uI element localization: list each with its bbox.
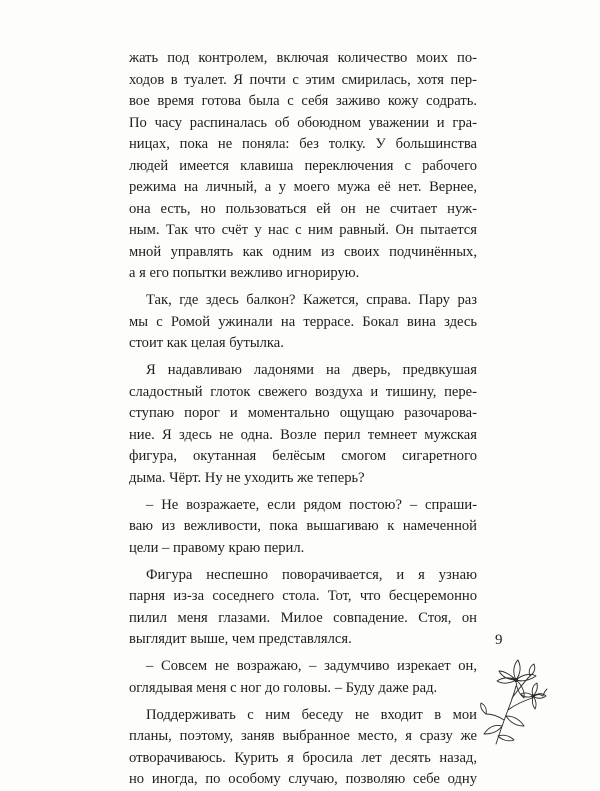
text-line: – Не возражаете, если рядом постою? – спраши- (146, 496, 477, 513)
text-line: ступаю порог и моментально ощущаю разочарова- (129, 405, 477, 422)
text-line: оглядывая меня с ног до головы. – Буду даже рад. (129, 679, 438, 696)
text-line: Поддерживать с ним беседу не входит в мои (146, 706, 477, 723)
text-line: – Совсем не возражаю, – задумчиво изрекает он, (146, 658, 477, 675)
text-line: сладостный глоток свежего воздуха и тишину, пере- (129, 383, 477, 400)
text-line: цели – правому краю перил. (129, 539, 305, 556)
text-line: режима на личный, а у моего мужа её нет. Вернее, (129, 179, 477, 196)
text-line: планы, поэтому, заняв выбранное место, я сразу же (129, 728, 477, 745)
text-line: ницах, пока не поняла: без толку. У большинства (129, 136, 477, 153)
text-line: вое время готова была с себя заживо кожу содрать. (129, 93, 477, 110)
text-line: парня из-за соседнего стола. Тот, что бесцеремонно (129, 588, 477, 605)
text-line: жать под контролем, включая количество моих по- (129, 50, 477, 66)
text-line: ным. Так что счёт у нас с ним равный. Он пытается (129, 222, 477, 239)
text-line: стоит как целая бутылка. (129, 335, 284, 352)
paragraph (129, 48, 477, 285)
text-line: пилил меня глазами. Милое совпадение. Стоя, он (129, 609, 477, 626)
text-line: ние. Я здесь не одна. Возле перил темнеет мужская (129, 426, 477, 443)
text-line: но иногда, по особому случаю, позволяю себе одну (129, 771, 477, 788)
text-line: дыма. Чёрт. Ну не уходить же теперь? (129, 469, 365, 486)
text-line: а я его попытки вежливо игнорирую. (129, 265, 360, 282)
page-number: 9 (495, 632, 503, 648)
paragraph (129, 290, 477, 355)
flower-sprig-icon (476, 654, 548, 746)
paragraph (129, 656, 477, 699)
paragraph (129, 360, 477, 489)
text-line: Я надавливаю ладонями на дверь, предвкушая (146, 362, 477, 379)
page-body-text (129, 48, 477, 791)
text-line: Фигура неспешно поворачивается, и я узнаю (146, 566, 477, 583)
text-line: По часу распиналась об обоюдном уважении и гра- (129, 114, 477, 131)
text-line: ваю из вежливости, пока вышагиваю к намеченной (129, 518, 477, 535)
text-line: мы с Ромой ужинали на террасе. Бокал вина здесь (129, 313, 477, 330)
text-line: Так, где здесь балкон? Кажется, справа. Пару раз (146, 292, 477, 309)
text-line: мной управлять как одним из своих подчинённых, (129, 243, 477, 260)
paragraph (129, 705, 477, 791)
text-line: она есть, но пользоваться ей он не считает нуж- (129, 200, 477, 217)
text-line: ходов в туалет. Я почти с этим смирилась, хотя пер- (129, 71, 477, 88)
text-line: людей имеется клавиша переключения с рабочего (129, 157, 477, 174)
text-line: фигура, окутанная белёсым смогом сигаретного (129, 448, 477, 465)
text-line: отворачиваюсь. Курить я бросила лет десять назад, (129, 749, 477, 766)
paragraph (129, 495, 477, 560)
paragraph (129, 565, 477, 651)
text-line: выглядит выше, чем представлялся. (129, 631, 352, 648)
